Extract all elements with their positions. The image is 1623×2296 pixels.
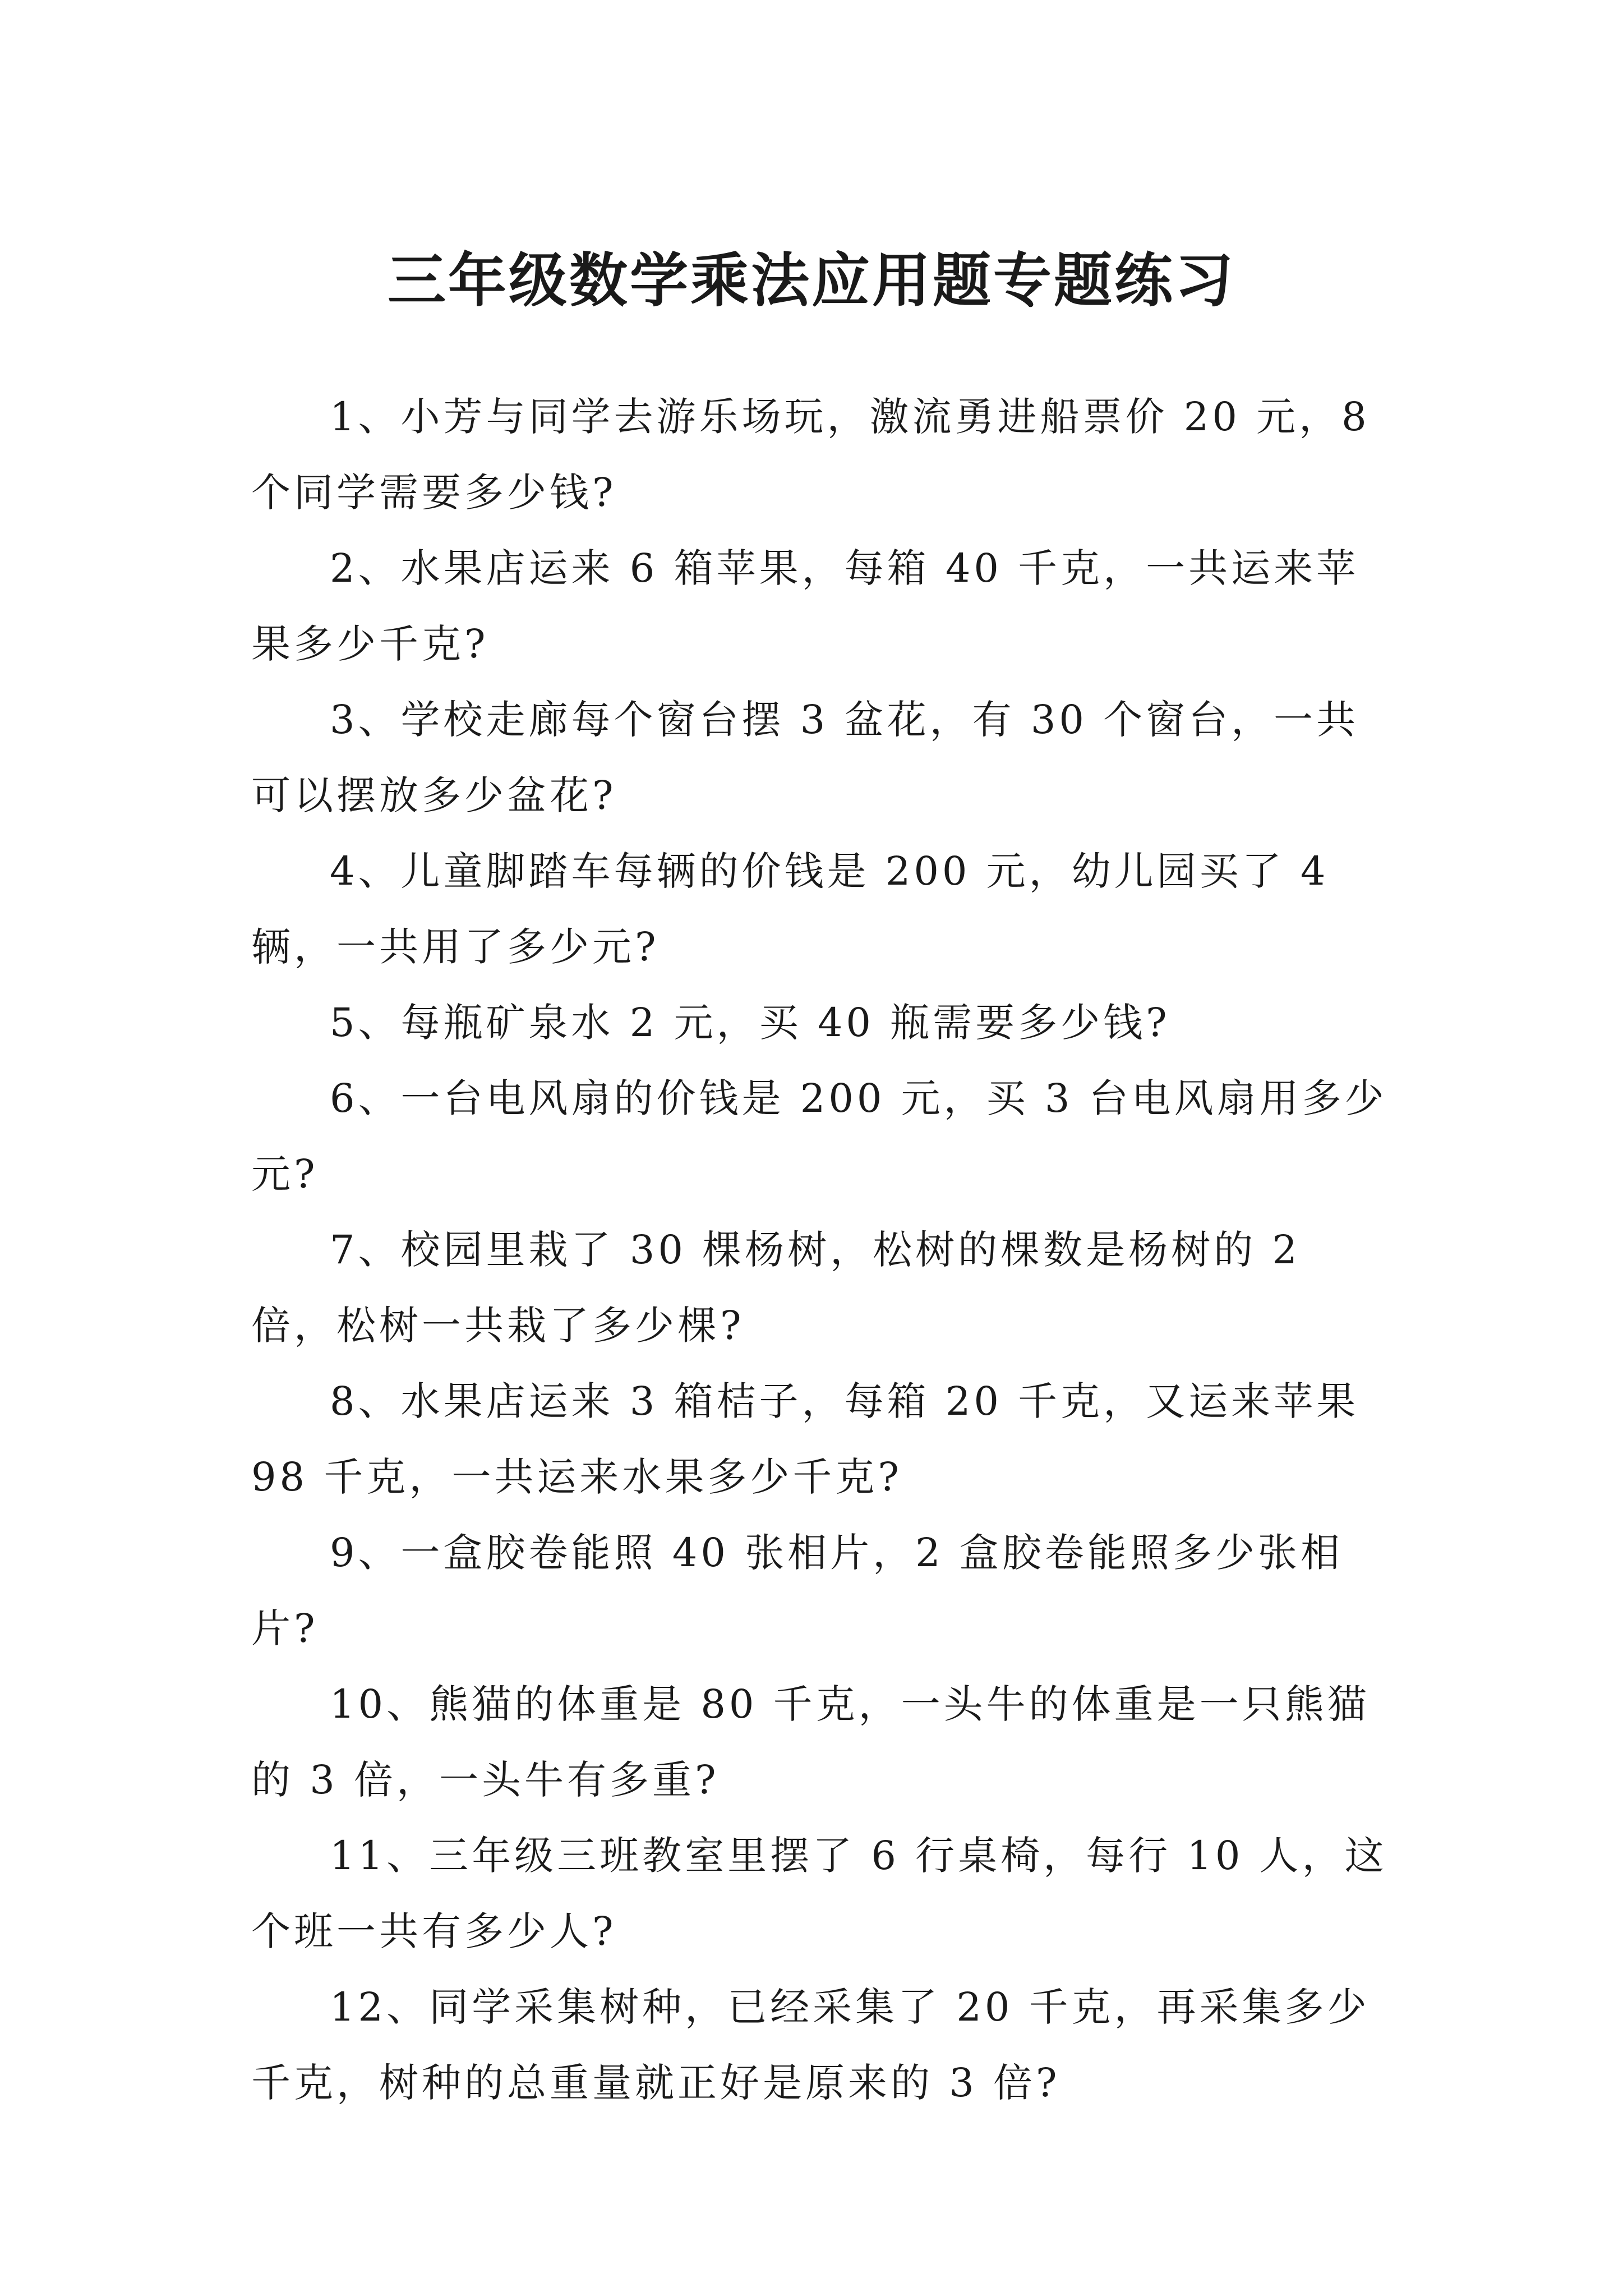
page-title: 三年级数学乘法应用题专题练习: [387, 245, 1235, 315]
question-item: 9、一盒胶卷能照 40 张相片，2 盒胶卷能照多少张相片?: [251, 1530, 1343, 1651]
question-item: 4、儿童脚踏车每辆的价钱是 200 元，幼儿园买了 4 辆，一共用了多少元?: [251, 848, 1329, 970]
question-item: 11、三年级三班教室里摆了 6 行桌椅，每行 10 人，这个班一共有多少人?: [251, 1833, 1387, 1954]
question-item: 1、小芳与同学去游乐场玩，激流勇进船票价 20 元，8 个同学需要多少钱?: [251, 394, 1370, 516]
question-list: [251, 379, 1390, 2121]
question-item: 2、水果店运来 6 箱苹果，每箱 40 千克，一共运来苹果多少千克?: [251, 545, 1359, 667]
question-item: 5、每瓶矿泉水 2 元，买 40 瓶需要多少钱?: [330, 1000, 1170, 1046]
question-item: 8、水果店运来 3 箱桔子，每箱 20 千克，又运来苹果 98 千克，一共运来水果多少千克?: [251, 1378, 1359, 1500]
question-item: 3、学校走廊每个窗台摆 3 盆花，有 30 个窗台，一共可以摆放多少盆花?: [251, 697, 1359, 818]
question-item: 7、校园里栽了 30 棵杨树，松树的棵数是杨树的 2 倍，松树一共栽了多少棵?: [251, 1227, 1301, 1349]
question-item: 12、同学采集树种，已经采集了 20 千克，再采集多少千克，树种的总重量就正好是原来的 3 倍?: [251, 1984, 1370, 2106]
question-item: 6、一台电风扇的价钱是 200 元，买 3 台电风扇用多少元?: [251, 1075, 1387, 1197]
question-item: 10、熊猫的体重是 80 千克，一头牛的体重是一只熊猫的 3 倍，一头牛有多重?: [251, 1681, 1370, 1803]
